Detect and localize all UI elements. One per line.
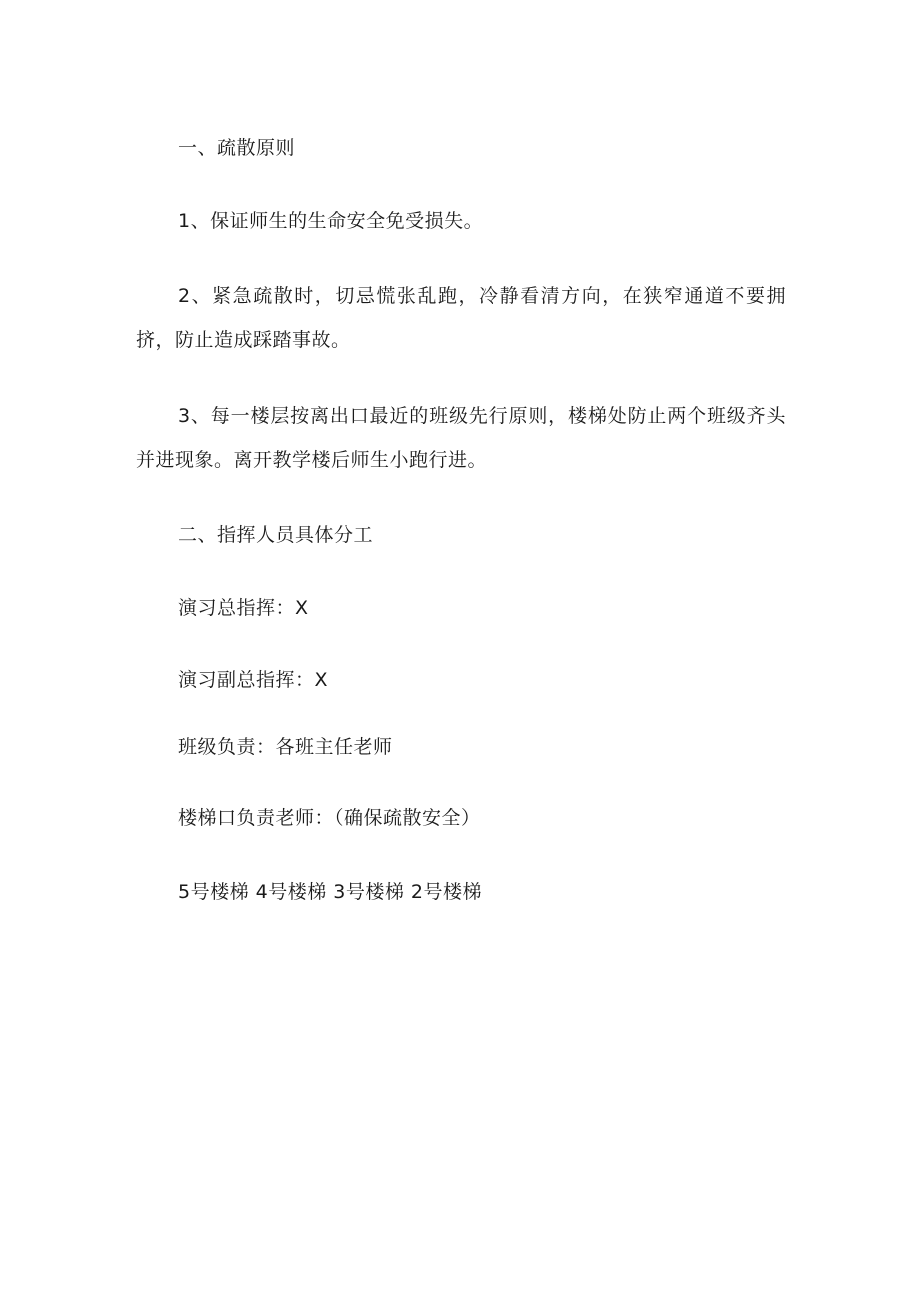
section-heading-command-roles: 二、指挥人员具体分工 (178, 524, 374, 546)
class-responsible-line: 班级负责：各班主任老师 (178, 736, 393, 758)
deputy-commander-line: 演习副总指挥：X (178, 669, 329, 691)
chief-commander-line: 演习总指挥：X (178, 597, 309, 619)
stair-teachers-line: 楼梯口负责老师：（确保疏散安全） (178, 807, 481, 829)
principle-item-1: 1、保证师生的生命安全免受损失。 (178, 210, 484, 232)
principle-item-2: 2、紧急疏散时，切忌慌张乱跑，冷静看清方向，在狭窄通道不要拥挤，防止造成踩踏事故。 (136, 285, 786, 351)
principle-item-3: 3、每一楼层按离出口最近的班级先行原则，楼梯处防止两个班级齐头并进现象。离开教学楼后师生小跑行进。 (136, 405, 786, 471)
stairs-list-line: 5号楼梯 4号楼梯 3号楼梯 2号楼梯 (178, 881, 482, 903)
section-heading-evacuation-principles: 一、疏散原则 (178, 137, 296, 159)
